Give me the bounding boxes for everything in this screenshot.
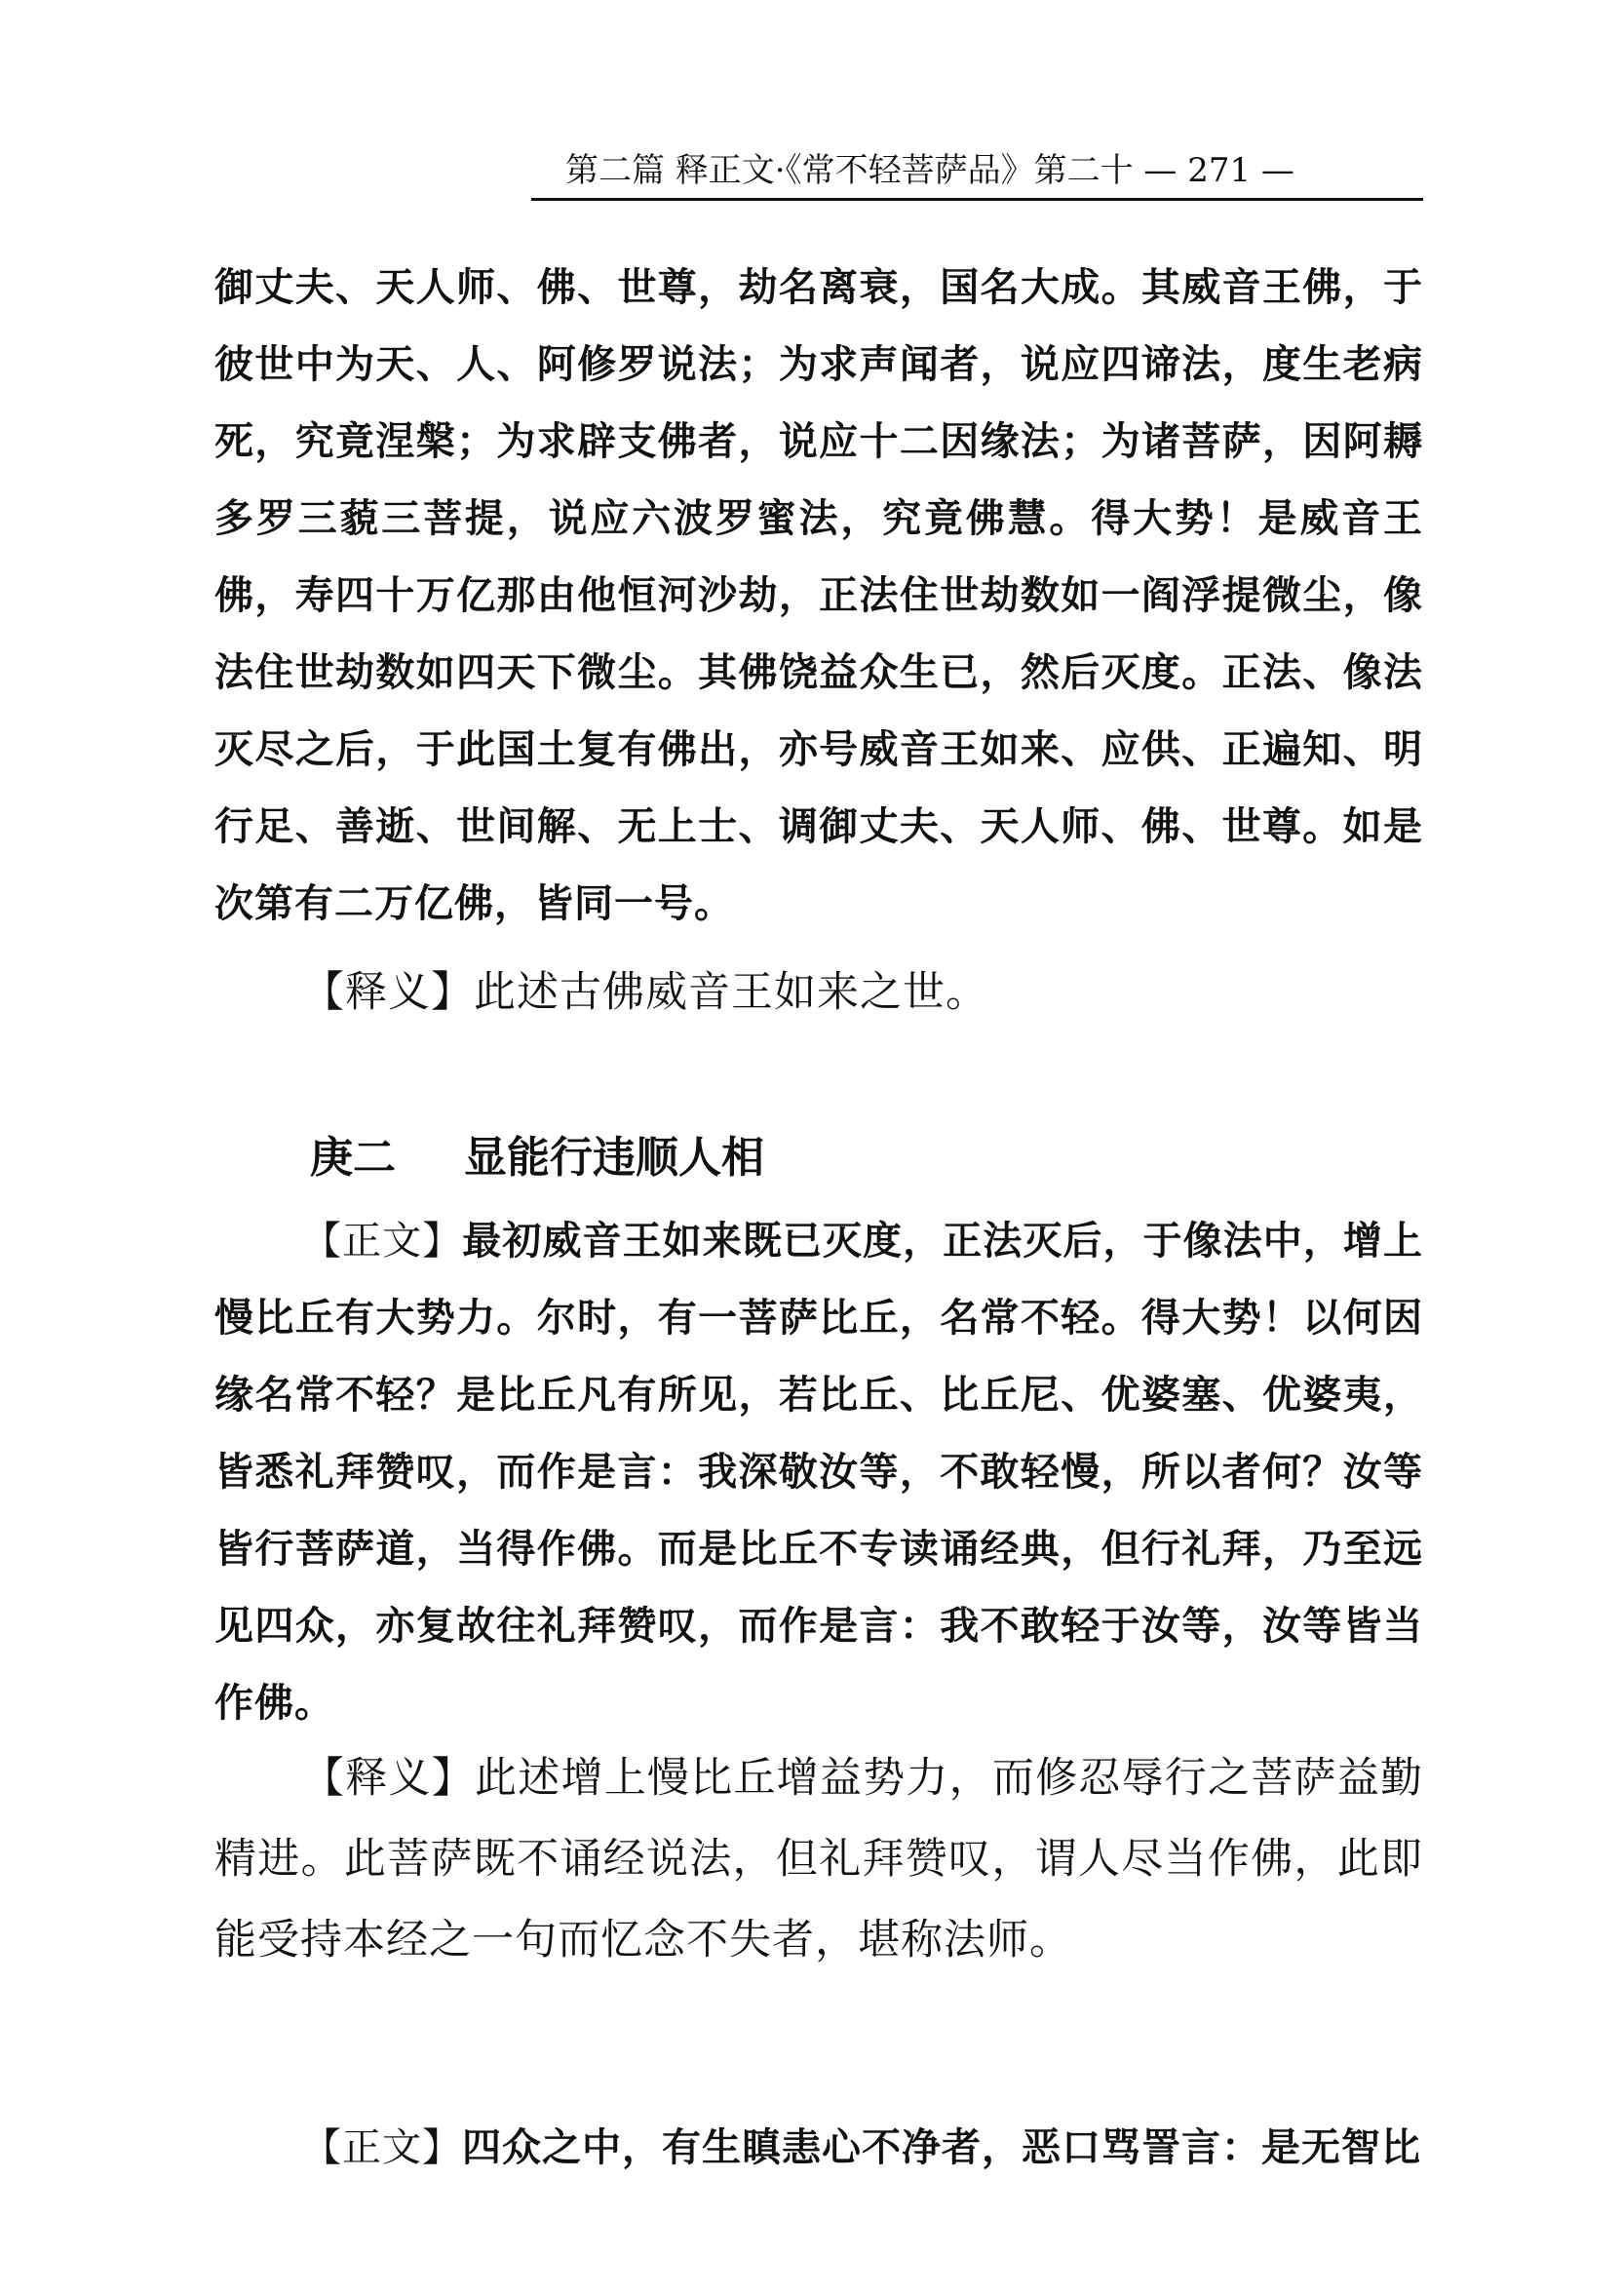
commentary-text: 此述古佛威音王如来之世。 bbox=[474, 968, 988, 1017]
commentary-text: 此述增上慢比丘增益势力，而修忍辱行之菩萨益勤精进。此菩萨既不诵经说法，但礼拜赞叹，谓人尽当作佛，此即能受持本经之一句而忆念不失者，堪称法师。 bbox=[214, 1754, 1424, 1965]
commentary-paragraph bbox=[214, 1738, 1423, 1981]
running-header: 第二篇 释正文·《常不轻菩萨品》第二十 — 271 — bbox=[565, 151, 1294, 190]
scripture-text: 四众之中，有生瞋恚心不净者，恶口骂詈言：是无智比 bbox=[462, 2125, 1421, 2170]
scripture-text: 最初威音王如来既已灭度，正法灭后，于像法中，增上慢比丘有大势力。尔时，有一菩萨比丘，名常不轻。得大势！以何因缘名常不轻？是比丘凡有所见，若比丘、比丘尼、优婆塞、优婆夷，皆悉礼拜赞叹，而作是言：我深敬汝等，不敢轻慢，所以者何？汝等皆行菩萨道，当得作佛。而是比丘不专读诵经典，但行礼拜，乃至远见四众，亦复故往礼拜赞叹，而作是言：我不敢轻于汝等，汝等皆当作佛。 bbox=[214, 1219, 1423, 1726]
scripture-paragraph bbox=[214, 1203, 1423, 1742]
scripture-paragraph bbox=[214, 2110, 1423, 2187]
section-heading bbox=[310, 1129, 764, 1187]
commentary-label: 【释义】 bbox=[302, 1754, 475, 1803]
commentary-paragraph bbox=[214, 953, 1423, 1033]
commentary-label: 【释义】 bbox=[302, 968, 474, 1017]
header-rule bbox=[531, 198, 1423, 201]
scripture-label: 【正文】 bbox=[302, 2125, 462, 2170]
scripture-label: 【正文】 bbox=[302, 1219, 463, 1264]
scripture-paragraph-continued: 御丈夫、天人师、佛、世尊，劫名离衰，国名大成。其威音王佛，于彼世中为天、人、阿修罗说法；为求声闻者，说应四谛法，度生老病死，究竟涅槃；为求辟支佛者，说应十二因缘法；为诸菩萨，因阿耨多罗三藐三菩提，说应六波罗蜜法，究竟佛慧。得大势！是威音王佛，寿四十万亿那由他恒河沙劫，正法住世劫数如一阎浮提微尘，像法住世劫数如四天下微尘。其佛饶益众生已，然后灭度。正法、像法灭尽之后，于此国土复有佛出，亦号威音王如来、应供、正遍知、明行足、善逝、世间解、无上士、调御丈夫、天人师、佛、世尊。如是次第有二万亿佛，皆同一号。 bbox=[214, 265, 1423, 926]
section-title: 显能行违顺人相 bbox=[464, 1133, 764, 1183]
section-number: 庚二 bbox=[310, 1133, 396, 1183]
